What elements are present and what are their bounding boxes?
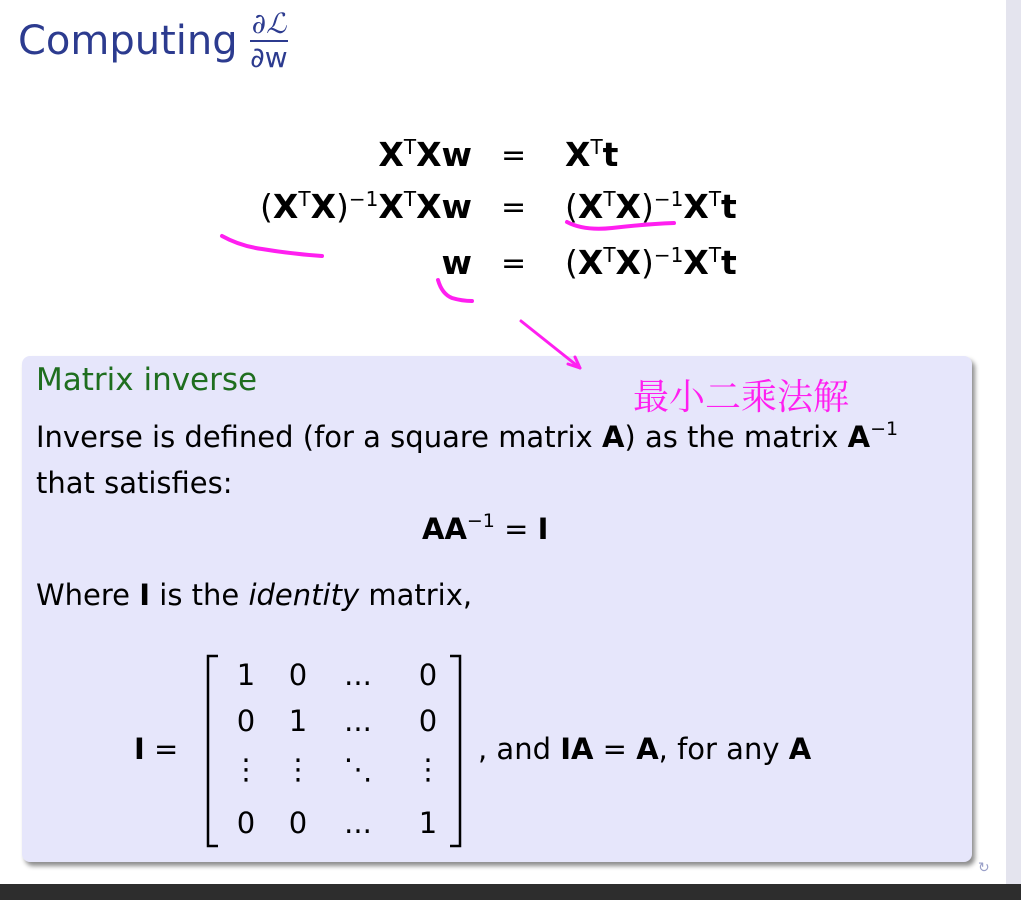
fraction-denominator: ∂w [250, 41, 288, 74]
underline-stroke-w [438, 280, 472, 301]
vertical-scrollbar[interactable] [1006, 0, 1021, 884]
matrix-cell: ... [344, 704, 372, 738]
matrix-cell: ... [344, 658, 372, 692]
fraction-numerator: ∂ℒ [251, 7, 287, 40]
bottom-bar [0, 884, 1021, 900]
slide-nav-icon[interactable]: ↻ [978, 860, 990, 876]
block-title: Matrix inverse [36, 362, 258, 398]
matrix-cell: 0 [418, 658, 438, 692]
matrix-cell: 0 [236, 704, 256, 738]
matrix-cell: ⋱ [343, 752, 373, 786]
underline-stroke-right [567, 222, 674, 229]
block-tail: , and IA = A, for any A [478, 732, 812, 766]
matrix-cell: 0 [236, 806, 256, 840]
eq-line2-rhs: $(X^TX)^{-1}X^Tt$ [565, 187, 737, 226]
eq-line3-rhs: $(X^TX)^{-1}X^Tt$ [565, 243, 737, 282]
eq-line1-lhs: $X^TXw$ [378, 135, 472, 174]
matrix-cell: 1 [236, 658, 256, 692]
matrix-cell: ⋮ [283, 752, 313, 786]
matrix-cell: 1 [288, 704, 308, 738]
eq-line1-rhs: $X^Tt$ [565, 135, 619, 174]
block-line1: Inverse is defined (for a square matrix A) as the matrix $A^{-1}$ [36, 418, 899, 454]
eq-line3-equals: = [501, 246, 527, 281]
matrix-lhs: I = [134, 732, 179, 766]
matrix-cell: ⋮ [413, 752, 443, 786]
eq-line2-equals: = [501, 190, 527, 225]
arrow-stroke [521, 321, 580, 368]
eq-line3-lhs: w [441, 243, 472, 282]
handwritten-annotation: 最小二乘法解 [633, 377, 850, 418]
block-where-line: Where I is the identity matrix, [36, 578, 473, 612]
matrix-cell: ... [344, 806, 372, 840]
eq-line1-equals: = [501, 138, 527, 173]
eq-line2-lhs: $(X^TX)^{-1}X^TXw$ [260, 187, 472, 226]
block-identity-eq: $AA^{-1} = I$ [422, 510, 549, 546]
matrix-cell: ⋮ [231, 752, 261, 786]
block-line2: that satisfies: [36, 466, 233, 500]
matrix-cell: 0 [418, 704, 438, 738]
matrix-cell: 0 [288, 658, 308, 692]
matrix-cell: 1 [418, 806, 438, 840]
matrix-cell: 0 [288, 806, 308, 840]
title-text: Computing [18, 18, 238, 64]
underline-stroke-left [222, 236, 322, 256]
